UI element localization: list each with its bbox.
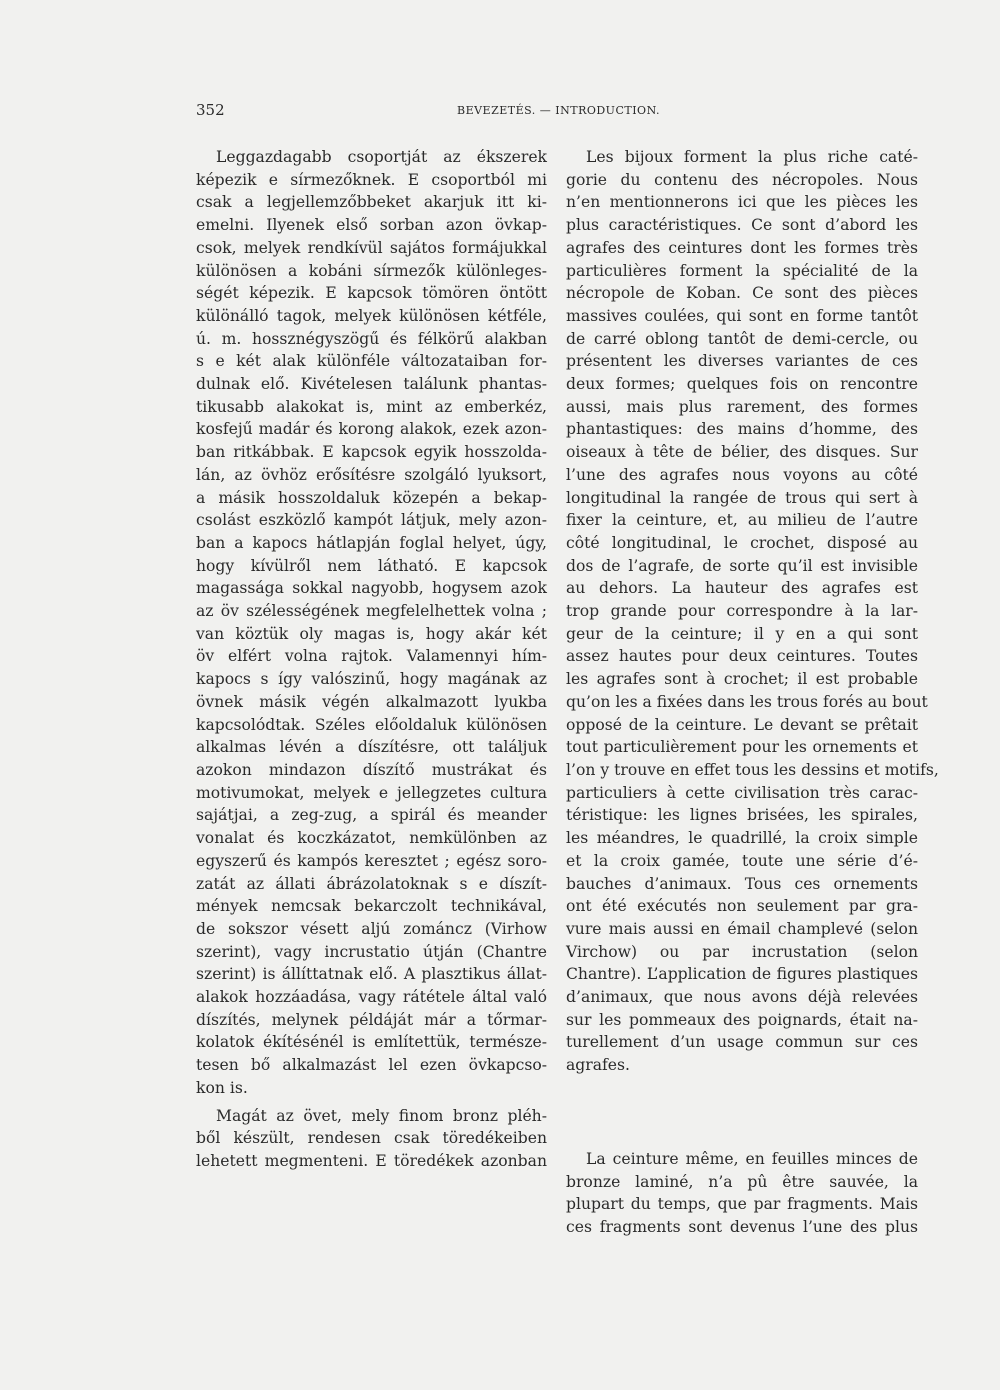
- text-line: motivumokat, melyek e jellegzetes cultura: [196, 783, 547, 802]
- text-line: Virchow) ou par incrustation (selon: [566, 942, 918, 961]
- text-line: les agrafes sont à crochet; il est probable: [566, 670, 918, 689]
- text-line: lán, az övhöz erősítésre szolgáló lyuksort,: [196, 465, 547, 484]
- text-line: plus caractéristiques. Ce sont d’abord les: [566, 216, 918, 235]
- text-line: particuliers à cette civilisation très carac-: [566, 783, 918, 802]
- paragraph: [196, 146, 547, 1100]
- text-line: assez hautes pour deux ceintures. Toutes: [566, 647, 918, 666]
- page-number: 352: [196, 101, 225, 119]
- paragraph: [196, 1105, 547, 1173]
- text-line: alkalmas lévén a díszítésre, ott találjuk: [196, 738, 547, 757]
- text-line: öv elfért volna rajtok. Valamennyi hím-: [196, 647, 547, 666]
- text-line: agrafes.: [566, 1056, 630, 1075]
- text-line: kon is.: [196, 1078, 248, 1097]
- text-line: tesen bő alkalmazást lel ezen övkapcso-: [196, 1056, 547, 1075]
- text-line: vure mais aussi en émail champlevé (selon: [566, 919, 918, 938]
- text-line: Magát az övet, mely finom bronz pléh-: [216, 1106, 547, 1125]
- text-line: van köztük oly magas is, hogy akár két: [196, 624, 547, 643]
- text-line: egyszerű és kampós keresztet ; egész soro-: [196, 851, 547, 870]
- text-line: Les bijoux forment la plus riche caté-: [586, 148, 918, 166]
- text-line: magassága sokkal nagyobb, hogysem azok: [196, 579, 547, 598]
- text-line: trop grande pour correspondre à la lar-: [566, 602, 918, 621]
- text-line: ú. m. hossznégyszögű és félkörű alakban: [196, 329, 547, 348]
- paragraph-gap: [566, 1077, 918, 1148]
- text-line: bauches d’animaux. Tous ces ornements: [566, 874, 918, 893]
- text-line: aussi, mais plus rarement, des formes: [566, 397, 918, 416]
- text-line: emelni. Ilyenek első sorban azon övkap-: [196, 216, 547, 235]
- text-line: particulières forment la spécialité de la: [566, 261, 918, 280]
- text-line: d’animaux, que nous avons déjà relevées: [566, 988, 918, 1007]
- text-line: opposé de la ceinture. Le devant se prêtait: [566, 715, 918, 734]
- text-line: l’on y trouve en effet tous les dessins et motifs,: [566, 760, 939, 779]
- text-line: téristique: les lignes brisées, les spirales,: [566, 806, 918, 825]
- text-line: de sokszor vésett aljú zománcz (Virhow: [196, 919, 547, 938]
- text-line: turellement d’un usage commun sur ces: [566, 1033, 918, 1052]
- text-line: kapocs s így valószinű, hogy magának az: [196, 670, 547, 689]
- text-line: dos de l’agrafe, de sorte qu’il est invisible: [566, 556, 918, 575]
- text-line: kolatok ékítésénél is említettük, természe-: [196, 1033, 547, 1052]
- text-line: azokon mindazon díszítő mustrákat és: [196, 760, 547, 779]
- text-line: n’en mentionnerons ici que les pièces les: [566, 193, 918, 212]
- text-line: agrafes des ceintures dont les formes très: [566, 238, 918, 257]
- text-line: ces fragments sont devenus l’une des plus: [566, 1217, 918, 1236]
- text-line: nécropole de Koban. Ce sont des pièces: [566, 284, 918, 303]
- text-line: fixer la ceinture, et, au milieu de l’autre: [566, 511, 918, 530]
- text-line: deux formes; quelques fois on rencontre: [566, 375, 918, 394]
- text-line: alakok hozzáadása, vagy rátétele által való: [196, 988, 547, 1007]
- text-line: zatát az állati ábrázolatoknak s e díszít-: [196, 874, 547, 893]
- paragraph: [566, 146, 939, 1077]
- text-line: csok, melyek rendkívül sajátos formájukkal: [196, 238, 547, 257]
- text-line: képezik e sírmezőknek. E csoportból mi: [196, 170, 547, 189]
- text-line: massives coulées, qui sont en forme tantôt: [566, 306, 918, 325]
- text-line: plupart du temps, que par fragments. Mais: [566, 1195, 918, 1214]
- text-line: kosfejű madár és korong alakok, ezek azon-: [196, 420, 547, 439]
- text-line: bronze laminé, n’a pû être sauvée, la: [566, 1172, 918, 1191]
- text-line: et la croix gamée, toute une série d’é-: [566, 851, 918, 870]
- text-line: au dehors. La hauteur des agrafes est: [566, 579, 918, 598]
- text-line: ségét képezik. E kapcsok tömören öntött: [196, 284, 547, 303]
- text-line: kapcsolódtak. Széles előoldaluk különösen: [196, 715, 547, 734]
- text-line: mények nemcsak bekarczolt technikával,: [196, 897, 547, 916]
- text-line: sur les pommeaux des poignards, était na-: [566, 1010, 918, 1029]
- text-line: oiseaux à tête de bélier, des disques. Sur: [566, 443, 918, 462]
- text-line: szerint), vagy incrustatio útján (Chantre: [196, 942, 547, 961]
- text-line: sajátjai, a zeg-zug, a spirál és meander: [196, 806, 547, 825]
- page-header: [196, 101, 947, 121]
- text-line: különálló tagok, melyek különösen kétféle,: [196, 306, 547, 325]
- text-line: ban a kapocs hátlapján foglal helyet, úgy,: [196, 533, 547, 552]
- text-line: az öv szélességének megfelelhettek volna ;: [196, 602, 547, 621]
- text-line: de carré oblong tantôt de demi-cercle, ou: [566, 329, 918, 348]
- text-line: l’une des agrafes nous voyons au côté: [566, 465, 918, 484]
- running-head: BEVEZETÉS. — INTRODUCTION.: [457, 104, 660, 117]
- text-line: qu’on les a fixées dans les trous forés au bout: [566, 692, 928, 711]
- text-line: ből készült, rendesen csak töredékeiben: [196, 1129, 547, 1148]
- text-line: ont été exécutés non seulement par gra-: [566, 897, 918, 916]
- text-line: phantastiques: des mains d’homme, des: [566, 420, 918, 439]
- text-line: vonalat és koczkázatot, nemkülönben az: [196, 829, 547, 848]
- text-line: La ceinture même, en feuilles minces de: [586, 1149, 918, 1168]
- text-line: côté longitudinal, le crochet, disposé au: [566, 533, 918, 552]
- text-line: hogy kívülről nem látható. E kapcsok: [196, 556, 547, 575]
- text-line: geur de la ceinture; il y en a qui sont: [566, 624, 918, 643]
- text-line: tikusabb alakokat is, mint az emberkéz,: [196, 397, 547, 416]
- text-line: lehetett megmenteni. E töredékek azonban: [196, 1151, 547, 1170]
- text-line: a másik hosszoldaluk közepén a bekap-: [196, 488, 547, 507]
- text-line: dulnak elő. Kivételesen találunk phantas-: [196, 375, 547, 394]
- text-line: présentent les diverses variantes de ces: [566, 352, 918, 371]
- paragraph: [566, 1148, 918, 1239]
- text-line: különösen a kobáni sírmezők különleges-: [196, 261, 547, 280]
- french-text-column: [566, 146, 939, 1239]
- text-line: szerint) is állíttatnak elő. A plasztikus állat-: [196, 965, 547, 984]
- text-line: longitudinal la rangée de trous qui sert à: [566, 488, 918, 507]
- hungarian-text-column: [196, 146, 547, 1173]
- text-line: Chantre). L’application de figures plastiques: [566, 965, 918, 984]
- text-line: csak a legjellemzőbbeket akarjuk itt ki-: [196, 193, 547, 212]
- text-line: ban ritkábbak. E kapcsok egyik hosszolda-: [196, 443, 547, 462]
- text-line: Leggazdagabb csoportját az ékszerek: [216, 148, 547, 166]
- text-line: díszítés, melynek példáját már a tőrmar-: [196, 1010, 547, 1029]
- text-line: les méandres, le quadrillé, la croix simple: [566, 829, 918, 848]
- text-line: s e két alak különféle változataiban for-: [196, 352, 547, 371]
- text-line: gorie du contenu des nécropoles. Nous: [566, 170, 918, 189]
- text-line: övnek másik végén alkalmazott lyukba: [196, 692, 547, 711]
- text-line: csolást eszközlő kampót látjuk, mely azon-: [196, 511, 547, 530]
- text-line: tout particulièrement pour les ornements et: [566, 738, 918, 757]
